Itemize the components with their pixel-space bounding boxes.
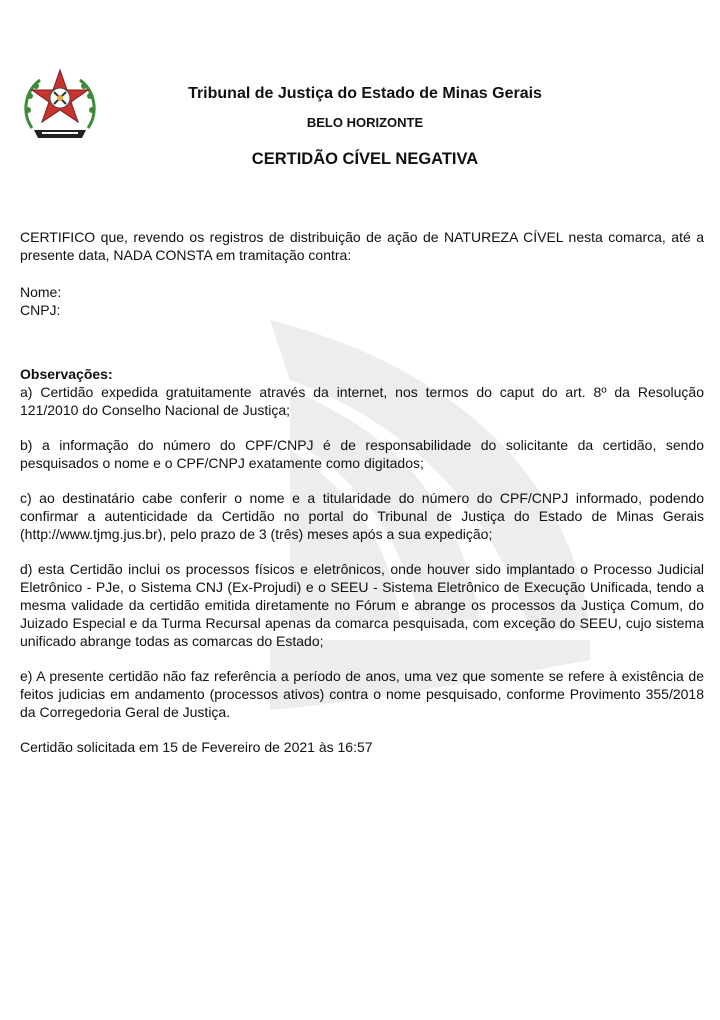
document-body bbox=[20, 228, 704, 756]
court-name: Tribunal de Justiça do Estado de Minas Gerais bbox=[188, 85, 542, 102]
observation-item-e: e) A presente certidão não faz referência a período de anos, uma vez que somente se refere à existência de feitos judicias em andamento (processos ativos) contra o nome pesquisado, conforme Provimento 355/2018 da Corregedoria Geral de Justiça. bbox=[20, 668, 704, 720]
city-name: BELO HORIZONTE bbox=[306, 115, 424, 130]
observation-item-a: a) Certidão expedida gratuitamente através da internet, nos termos do caput do art. 8º da Resolução 121/2010 do Conselho Nacional de Justiça; bbox=[20, 384, 704, 418]
observations-title: Observações: bbox=[20, 366, 113, 382]
cnpj-label: CNPJ: bbox=[20, 302, 61, 318]
observation-item-b: b) a informação do número do CPF/CNPJ é de responsabilidade do solicitante da certidão, sendo pesquisados o nome e o CPF/CNPJ exatamente como digitados; bbox=[20, 437, 704, 471]
request-date: Certidão solicitada em 15 de Fevereiro de 2021 às 16:57 bbox=[20, 739, 373, 755]
observation-item-c: c) ao destinatário cabe conferir o nome e a titularidade do número do CPF/CNPJ informado, podendo confirmar a autenticidade da Certidão no portal do Tribunal de Justiça do Estado de Minas Gerais (http://www.tjmg.jus.br), pelo prazo de 3 (três) meses após a sua expedição; bbox=[20, 490, 704, 542]
certification-text: CERTIFICO que, revendo os registros de distribuição de ação de NATUREZA CÍVEL nesta comarca, até a presente data, NADA CONSTA em tramitação contra: bbox=[20, 229, 704, 263]
document-header bbox=[0, 84, 720, 170]
document-title: CERTIDÃO CÍVEL NEGATIVA bbox=[251, 150, 479, 168]
observation-item-d: d) esta Certidão inclui os processos físicos e eletrônicos, onde houver sido implantado o Processo Judicial Eletrônico - PJe, o Sistema CNJ (Ex-Projudi) e o SEEU - Sistema Eletrônico de Execução Unificada, tendo a mesma validade da certidão emitida diretamente no Fórum e abrange os processos da Justiça Comum, do Juizado Especial e da Turma Recursal apenas da comarca pesquisada, com exceção do SEEU, cujo sistema unificado abrange todas as comarcas do Estado; bbox=[20, 561, 704, 649]
nome-label: Nome: bbox=[20, 284, 62, 300]
